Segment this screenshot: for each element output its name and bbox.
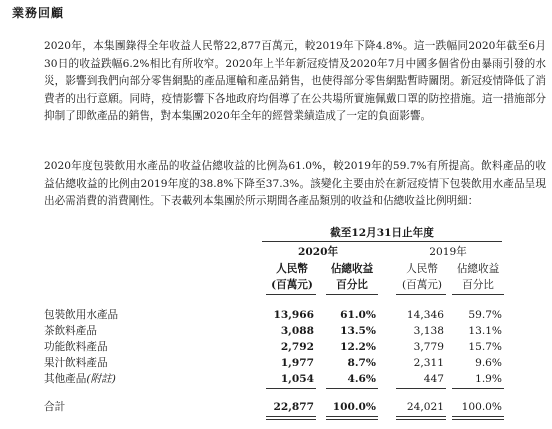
table-cell-rev-2020: 2,792	[280, 341, 314, 353]
section-title: 業務回顧	[12, 6, 65, 20]
header-rule-rev-2020	[266, 294, 316, 295]
period-header: 截至12月31日止年度	[330, 227, 434, 239]
table-cell-rev-2019: 3,779	[413, 341, 444, 353]
table-row-label-note: (附註)	[86, 373, 116, 385]
table-cell-rev-2020: 13,966	[273, 309, 314, 321]
col-share-unit-2020: 百分比	[336, 279, 368, 291]
subtotal-rule-rev-2019	[396, 388, 446, 389]
table-cell-pct-2020: 4.6%	[347, 373, 376, 385]
table-cell-pct-2020: 8.7%	[347, 357, 376, 369]
table-row-label: 茶飲料產品	[44, 325, 97, 337]
table-cell-pct-2020: 61.0%	[340, 309, 376, 321]
subtotal-rule-pct-2019	[452, 388, 504, 389]
total-rule-rev-2020	[266, 416, 316, 417]
table-total-pct-2019: 100.0%	[461, 401, 502, 413]
table-cell-rev-2019: 447	[423, 373, 444, 385]
table-cell-pct-2019: 1.9%	[475, 373, 502, 385]
table-row-label: 包裝飲用水產品	[44, 309, 119, 321]
table-total-rev-2019: 24,021	[406, 401, 444, 413]
header-rule-pct-2019	[452, 294, 504, 295]
col-share-2020: 佔總收益	[330, 263, 374, 275]
table-cell-rev-2019: 2,311	[413, 357, 444, 369]
table-cell-pct-2020: 13.5%	[340, 325, 376, 337]
subtotal-rule-pct-2020	[326, 388, 378, 389]
col-revenue-2020: 人民幣	[276, 263, 308, 275]
col-revenue-unit-2020: (百萬元)	[271, 279, 313, 291]
total-rule-rev-2019	[396, 416, 446, 417]
col-revenue-unit-2019: (百萬元)	[401, 279, 443, 291]
table-cell-rev-2020: 1,054	[280, 373, 314, 385]
total-rule2-pct-2020	[326, 419, 378, 420]
table-cell-pct-2019: 59.7%	[468, 309, 502, 321]
subtotal-rule-rev-2020	[266, 388, 316, 389]
header-rule-rev-2019	[396, 294, 446, 295]
header-rule-pct-2020	[326, 294, 378, 295]
table-cell-pct-2019: 15.7%	[468, 341, 502, 353]
paragraph-revenue-overview: 2020年，本集團錄得全年收益人民幣22,877百萬元，較2019年下降4.8%。這一跌幅同2020年截至6月30日的收益跌幅6.2%相比有所收窄。2020年上半年新冠疫情及2020年7月中國多個省份由暴雨引發的水災，影響到我們向部分零售網點的產品運輸和產品銷售，也使得部分零售網點暫時關閉。新冠疫情降低了消費者的出行意願。同時，疫情影響下各地政府均倡導了在公共場所實施佩戴口罩的防控措施。這一措施部分抑制了即飲產品的銷售，對本集團2020年全年的經營業績造成了一定的負面影響。	[44, 40, 546, 123]
table-cell-pct-2019: 9.6%	[475, 357, 502, 369]
year-2019-header: 2019年	[429, 246, 467, 258]
table-row-label: 功能飲料產品	[44, 341, 108, 353]
total-rule-pct-2020	[326, 416, 378, 417]
period-header-rule	[262, 241, 502, 242]
table-total-label: 合計	[44, 401, 66, 413]
table-cell-pct-2020: 12.2%	[340, 341, 376, 353]
total-rule2-rev-2020	[266, 419, 316, 420]
total-rule-pct-2019	[452, 416, 504, 417]
table-cell-rev-2020: 1,977	[280, 357, 314, 369]
col-share-unit-2019: 百分比	[462, 279, 494, 291]
table-row-label: 其他產品(附註)	[44, 373, 116, 385]
col-revenue-2019: 人民幣	[406, 263, 438, 275]
paragraph-revenue-mix: 2020年度包裝飲用水產品的收益佔總收益的比例為61.0%，較2019年的59.7%有所提高。飲料產品的收益佔總收益的比例由2019年度的38.8%下降至37.3%。該變化主要由於在新冠疫情下包裝飲用水產品呈現出必需消費的消費剛性。下表載列本集團於所示期間各產品類別的收益和佔總收益比例明細：	[44, 160, 546, 208]
col-share-2019: 佔總收益	[456, 263, 500, 275]
table-row-label: 果汁飲料產品	[44, 357, 108, 369]
table-cell-pct-2019: 13.1%	[468, 325, 502, 337]
table-cell-rev-2019: 14,346	[406, 309, 444, 321]
total-rule2-pct-2019	[452, 419, 504, 420]
year-2020-header: 2020年	[297, 246, 339, 258]
table-total-pct-2020: 100.0%	[332, 401, 376, 413]
table-cell-rev-2019: 3,138	[413, 325, 444, 337]
table-total-rev-2020: 22,877	[273, 401, 314, 413]
total-rule2-rev-2019	[396, 419, 446, 420]
table-cell-rev-2020: 3,088	[280, 325, 314, 337]
